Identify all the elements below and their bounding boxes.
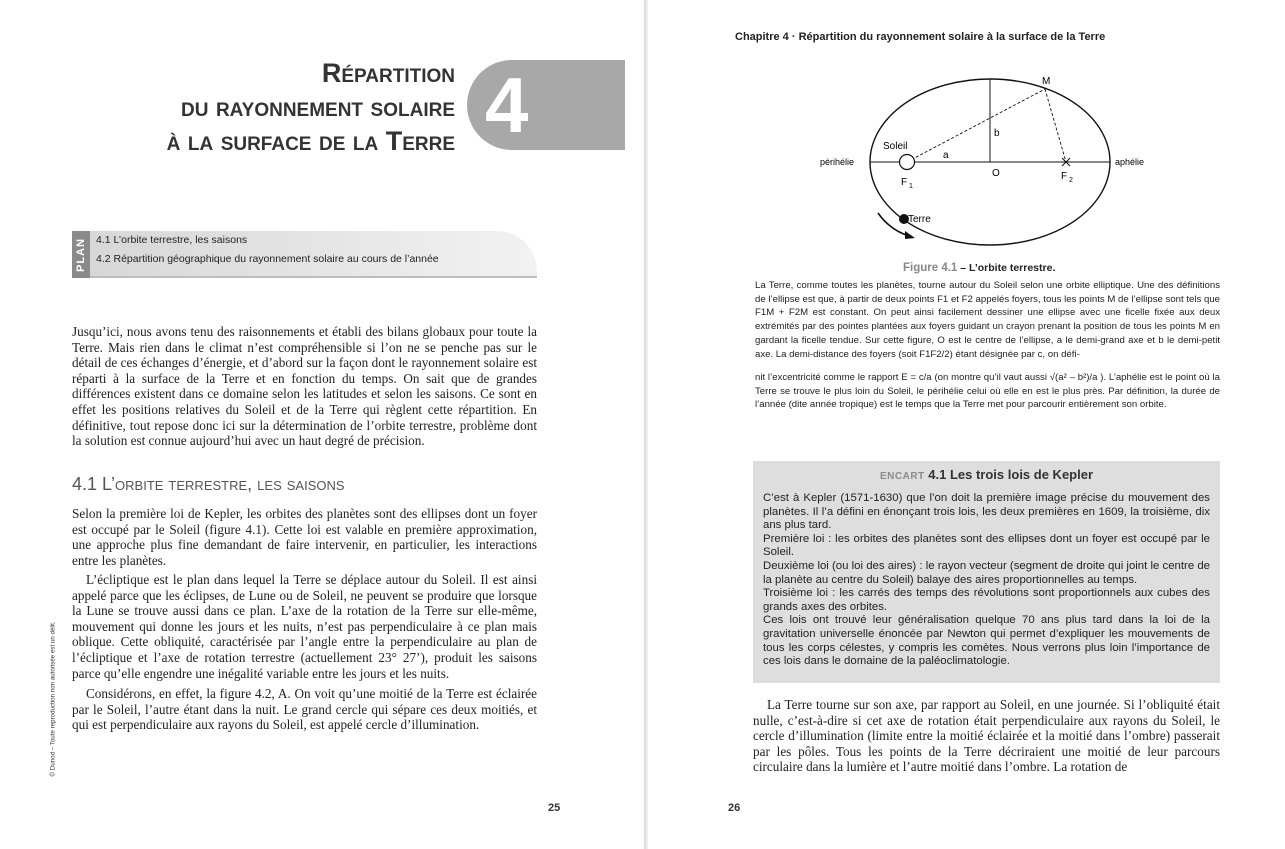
chapter-title-line: à la surface de la Terre <box>166 126 455 156</box>
label-f1: F <box>901 177 908 188</box>
label-soleil: Soleil <box>883 141 908 152</box>
label-o: O <box>992 168 1000 179</box>
page-number: 25 <box>548 802 561 814</box>
orbit-diagram <box>808 70 1145 250</box>
body-paragraph: L’écliptique est le plan dans lequel la Terre se déplace autour du Soleil. Il est ainsi appelé parce que les éclipses, de Lune ou de Soleil, ne peuvent se produire que lorsque la Lune se trouve aussi dans ce plan. L’axe de la rotation de la Terre sur elle-même, mouvement qui donne les jours et les nuits, n’est pas perpendiculaire à ce plan mais oblique. Cette obliquité, caractérisée par l’angle entre la perpendiculaire au plan de l’écliptique et l’axe de rotation terrestre (actuellement 23° 27’), produit les saisons parce qu’elle engendre une inégalité variable entre les jours et les nuits. <box>72 572 537 681</box>
plan-tag <box>72 231 90 278</box>
figure-legend-continued: nit l’excentricité comme le rapport E = c/a (on montre qu’il vaut aussi √(a² – b²)/a ). L’aphélie est le point où la Terre se trouve le plus loin du Soleil, le périhélie celui où elle en est le plus près. Par définition, la durée de l’année (dite année tropique) est le temps que la Terre met pour parcourir entièrement son orbite. <box>755 372 1220 411</box>
label-aphelie: aphélie <box>1115 157 1145 167</box>
copyright-text: © Dunod – Toute reproduction non autorisée est un délit. <box>49 621 57 777</box>
encart-box <box>753 461 1220 683</box>
section-heading-4-1: 4.1 L’orbite terrestre, les saisons <box>72 474 345 494</box>
label-terre: Terre <box>908 214 931 225</box>
label-f2: F <box>1061 171 1068 182</box>
chapter-title-line: Répartition <box>321 58 455 88</box>
radius-f1-m <box>907 89 1045 162</box>
copyright-notice <box>46 590 60 780</box>
label-f2-sub: 2 <box>1069 177 1073 184</box>
label-a: a <box>943 150 949 161</box>
plan-label: PLAN <box>75 237 88 272</box>
intro-paragraph: Jusqu’ici, nous avons tenu des raisonnements et établi des bilans globaux pour toute la Terre. Mais rien dans le climat n’est compréhensible si l’on ne se penche pas sur le détail de ces échanges d’énergie, et d’abord sur la façon dont le rayonnement solaire est réparti à la surface de la Terre et en fonction du temps. On sait que de grandes différences existent dans ce domaine selon les latitudes et selon les saisons. Ce sont en effet les positions relatives du Soleil et de la Terre qui règlent cette répartition. En définitive, tout repose donc ici sur la détermination de l’orbite terrestre, problème dont la solution est connue aujourd’hui avec un haut degré de précision. <box>72 324 537 449</box>
body-paragraph: La Terre tourne sur son axe, par rapport au Soleil, en une journée. Si l’obliquité était nulle, c’est-à-dire si cet axe de rotation était perpendiculaire aux rayons du Soleil, le cercle d’illumination (limite entre la moitié éclairée et la moitié dans l’ombre) passerait par les pôles. Tous les points de la Terre décriraient une moitié de leur parcours circulaire dans la lumière et l’autre moitié dans l’ombre. La rotation de <box>753 697 1220 775</box>
encart-title: 4.1 Les trois lois de Kepler <box>928 467 1094 482</box>
radius-f2-m <box>1045 89 1066 162</box>
figure-caption <box>903 262 1055 274</box>
chapter-number: 4 <box>485 61 529 149</box>
label-b: b <box>994 128 1000 139</box>
label-perihelie: périhélie <box>820 157 855 167</box>
chapter-title-line: du rayonnement solaire <box>181 92 455 122</box>
page-number: 26 <box>728 802 741 814</box>
encart-label: ENCART <box>879 471 925 482</box>
body-paragraph: Selon la première loi de Kepler, les orbites des planètes sont des ellipses dont un foyer est occupé par le Soleil (figure 4.1). Cette loi est valable en première approximation, une approche plus fine demandant de faire intervenir, en particulier, les interactions entre les planètes. <box>72 506 537 568</box>
body-paragraph: Considérons, en effet, la figure 4.2, A. On voit qu’une moitié de la Terre est éclairée par le Soleil, l’autre étant dans la nuit. Le grand cercle qui sépare ces deux moitiés, et qui est perpendiculaire aux rayons du Soleil, est appelé cercle d’illumination. <box>72 686 537 733</box>
figure-legend: La Terre, comme toutes les planètes, tourne autour du Soleil selon une orbite elliptique. Une des définitions de l’ellipse est que, à partir de deux points F1 et F2 appelés foyers, tous les points M de l’ellipse sont tels que F1M + F2M est constant. On peut ainsi facilement dessiner une ellipse avec une ficelle fixée aux deux extrémités par des pointes plantées aux foyers guidant un crayon prenant la position de tous les points M en gardant la ficelle tendue. Sur cette figure, O est le centre de l’ellipse, a le demi-grand axe et b le demi-petit axe. La demi-distance des foyers (soit F1F2/2) étant désignée par c, on défi- <box>755 280 1220 360</box>
plan-item[interactable]: 4.1 L’orbite terrestre, les saisons <box>96 234 248 246</box>
arrowhead-icon <box>905 231 915 239</box>
figure-label: Figure 4.1 <box>903 262 958 274</box>
label-f1-sub: 1 <box>909 183 913 190</box>
plan-item[interactable]: 4.2 Répartition géographique du rayonnement solaire au cours de l’année <box>96 253 439 265</box>
running-head: Chapitre 4 · Répartition du rayonnement solaire à la surface de la Terre <box>735 31 1106 43</box>
label-m: M <box>1042 76 1051 87</box>
figure-title: – L’orbite terrestre. <box>957 262 1056 274</box>
page-right <box>648 0 1285 849</box>
encart-body: C’est à Kepler (1571-1630) que l’on doit la première image précise du mouvement des planètes. Il l’a défini en énonçant trois lois, les deux premières en 1609, la troisième, dix ans plus tard. Première loi : les orbites des planètes sont des ellipses dont un foyer est occupé par le Soleil. Deuxième loi (ou loi des aires) : le rayon vecteur (segment de droite qui joint le centre de la planète au centre du Soleil) balaye des aires proportionnelles au temps. Troisième loi : les carrés des temps des révolutions sont proportionnels aux cubes des grands axes des orbites. Ces lois ont trouvé leur généralisation quelque 70 ans plus tard dans la loi de la gravitation universelle énoncée par Newton qui permet d’expliquer les mouvements de tous les corps célestes, y compris les comètes. Nous verrons plus loin l’importance de ces lois dans le domaine de la paléoclimatologie. <box>763 492 1210 668</box>
chapter-title <box>60 56 455 158</box>
sun-icon <box>900 155 915 170</box>
encart-heading <box>753 467 1220 482</box>
